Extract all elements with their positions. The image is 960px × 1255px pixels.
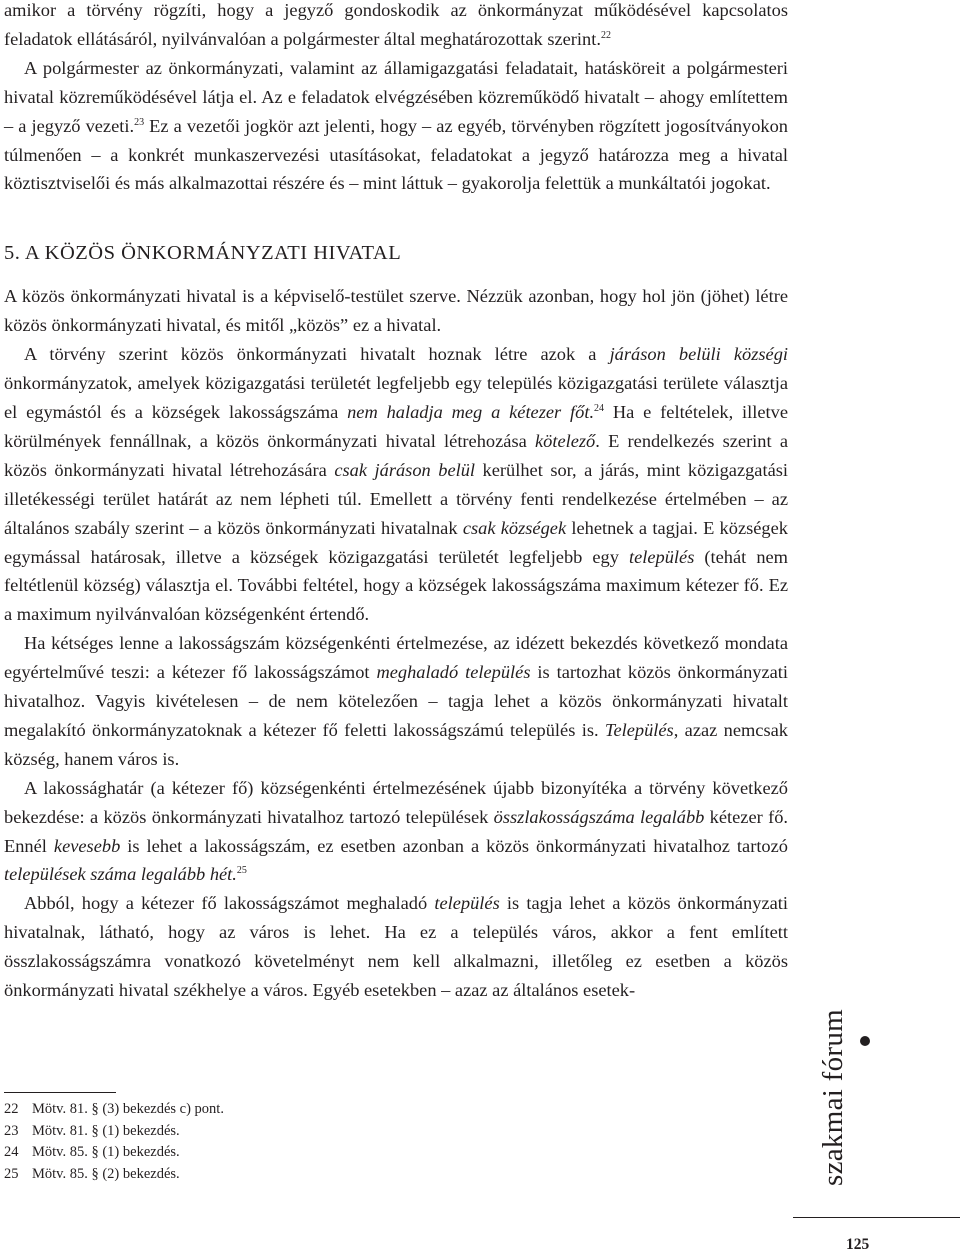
paragraph-p2 [4, 54, 788, 199]
italic-run: település [629, 546, 695, 567]
text-run: A polgármester az önkormányzati, valamint az államigazgatási feladatait, hatásköreit a polgármesteri hivatal közreműködésével látja el. Az e feladatok elvégzésében közreműködő hivatalt – ahogy említettem – a jegyző vezeti. [4, 57, 788, 136]
text-run: is tagja lehet a közös önkormányzati hivatalnak, látható, hogy az város is lehet. Ha ez a település város, akkor a fent említett összlakosságszámra vonatkozó követelményt nem kell alkalmazni, illetőleg ez esetben a közös önkormányzati hivatal székhelye a város. Egyéb esetekben – azaz az általános esetek- [4, 893, 788, 1001]
text-run: . E rendelkezés szerint a közös önkormányzati hivatal létrehozására [4, 430, 788, 480]
paragraphs-after-heading [4, 282, 788, 1005]
paragraph-p7 [4, 889, 788, 1005]
text-run: Ha e feltételek, illetve körülmények fennállnak, a közös önkormányzati hivatal létrehozása [4, 401, 788, 451]
paragraph-p5 [4, 629, 788, 774]
text-run: is lehet a lakosságszám, ez esetben azonban a közös önkormányzati hivatalhoz tartozó [120, 835, 788, 856]
main-text-column [4, 0, 788, 1005]
text-run: amikor a törvény rögzíti, hogy a jegyző gondoskodik az önkormányzat működésével kapcsolatos feladatok ellátásáról, nyilvánvalóan a polgármester által meghatározottak szerint. [4, 0, 788, 49]
footnote-ref-24: 24 [594, 402, 605, 414]
italic-run: kötelező [535, 430, 596, 451]
footnote-number: 24 [4, 1144, 19, 1160]
footnote-number: 25 [4, 1165, 19, 1182]
section-heading: 5. A KÖZÖS ÖNKORMÁNYZATI HIVATAL [4, 242, 402, 265]
footnote-item [4, 1121, 404, 1143]
footnote-text: Mötv. 85. § (2) bekezdés. [32, 1165, 180, 1182]
paragraph-p1 [4, 0, 788, 54]
text-run: Ez a vezetői jogkör azt jelenti, hogy – az egyéb, törvényben rögzített jogosítványokon túlmenően – a konkrét munkaszervezési utasításokat, feladatokat a jegyző határozza meg a hivatal köztisztviselői és más alkalmazottai részére és – mint láttuk – gyakorolja felettük a munkáltatói jogokat. [4, 115, 788, 194]
text-run: A közös önkormányzati hivatal is a képviselő-testület szerve. Nézzük azonban, hogy hol jön (jöhet) létre közös önkormányzati hivatal, és mitől „közös” ez a hivatal. [4, 286, 788, 336]
italic-run: nem haladja meg a kétezer főt. [347, 401, 595, 422]
text-run: A törvény szerint közös önkormányzati hivatalt hoznak létre azok a [24, 344, 610, 365]
footnote-item [4, 1142, 404, 1164]
paragraph-p6 [4, 774, 788, 890]
italic-run: települések száma legalább hét. [4, 864, 237, 885]
text-run: kétezer fő. Ennél [4, 806, 788, 856]
text-run: lehetnek a tagjai. E községek egymással határosak, illetve a községek közigazgatási területét legfeljebb egy [4, 517, 788, 567]
footnote-list [4, 1099, 404, 1185]
footnote-ref-22: 22 [600, 29, 611, 41]
italic-run: Település [604, 719, 674, 740]
footnote-item [4, 1099, 404, 1121]
italic-run: meghaladó település [376, 662, 531, 683]
text-run: Ha kétséges lenne a lakosságszám községenkénti értelmezése, az idézett bekezdés következő mondata egyértelművé teszi: a kétezer fő lakosságszámot [4, 633, 788, 683]
page-number: 125 [846, 1236, 870, 1253]
text-run: kerülhet sor, a járás, mint közigazgatási illetékességi terület határát az nem lépheti túl. Emellett a törvény fenti rendelkezése értelmében – az általános szabály szerint – a közös önkormányzati hivatalnak [4, 459, 789, 538]
footnote-text: Mötv. 85. § (1) bekezdés. [32, 1144, 180, 1160]
footnotes [4, 1092, 404, 1185]
footnote-ref-23: 23 [134, 116, 145, 128]
footnote-item [4, 1164, 404, 1186]
italic-run: csak járáson belül [334, 459, 476, 480]
text-run: (tehát nem feltétlenül község) választja el. További feltétel, hogy a községek lakosságszáma maximum kétezer fő. Ez a maximum nyilvánvalóan községenként értendő. [4, 546, 788, 625]
paragraphs-before-heading [4, 0, 788, 198]
footnote-text: Mötv. 81. § (1) bekezdés. [32, 1122, 180, 1139]
footnote-number: 22 [4, 1101, 19, 1117]
italic-run: járáson belüli községi [609, 344, 789, 365]
journal-sidebar [812, 1008, 902, 1208]
footnote-rule [4, 1092, 116, 1093]
journal-section-label: szakmai fórum [817, 1008, 849, 1186]
text-run: önkormányzatok, amelyek közigazgatási területét legfeljebb egy település közigazgatási területe választja el egymástól és a községek lakosságszáma [4, 373, 788, 422]
paragraph-p4 [4, 340, 788, 629]
text-run: Abból, hogy a kétezer fő lakosságszámot meghaladó [24, 893, 435, 914]
italic-run: összlakosságszáma legalább [493, 806, 705, 827]
italic-run: kevesebb [53, 835, 121, 856]
text-run: is tartozhat közös önkormányzati hivatalhoz. Vagyis kivételesen – de nem kötelezően – tagja lehet a közös önkormányzati hivatalt megalakító önkormányzatoknak a kétezer fő feletti lakosságszámú település is. [4, 662, 789, 740]
text-run: , azaz nemcsak község, hanem város is. [4, 719, 788, 769]
text-run: A lakossághatár (a kétezer fő) községenkénti értelmezésének újabb bizonyítéka a törvény következő bekezdése: a közös önkormányzati hivatalhoz tartozó települések [4, 777, 788, 827]
footnote-number: 23 [4, 1122, 19, 1139]
paragraph-p3 [4, 282, 788, 340]
italic-run: csak községek [462, 517, 567, 538]
page-number-rule [793, 1217, 960, 1218]
footnote-text: Mötv. 81. § (3) bekezdés c) pont. [32, 1101, 224, 1117]
bullet-dot-icon [860, 1036, 870, 1046]
italic-run: település [434, 893, 500, 914]
footnote-ref-25: 25 [236, 865, 247, 877]
